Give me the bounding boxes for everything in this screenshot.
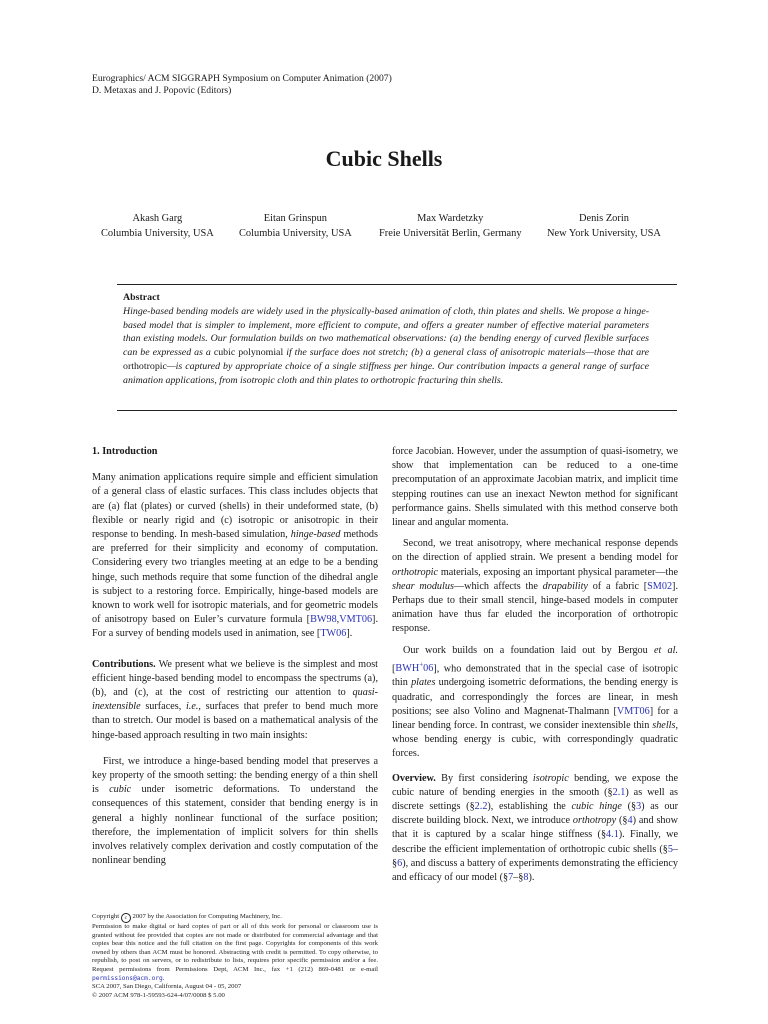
section-link[interactable]: 8 (523, 872, 529, 884)
author-block (239, 211, 352, 241)
citation-link[interactable]: BW98 (310, 614, 337, 626)
author-block (379, 211, 522, 241)
section-link[interactable]: 2.1 (612, 786, 626, 798)
abstract-top-rule (117, 284, 677, 285)
author-affiliation: Columbia University, USA (239, 228, 352, 239)
email-link[interactable]: permissions@acm.org (92, 974, 163, 982)
author-block (101, 211, 214, 241)
author-affiliation: New York University, USA (547, 228, 661, 239)
section-link[interactable]: 4 (627, 815, 633, 827)
abstract (123, 291, 649, 388)
citation-link[interactable]: SM02 (647, 580, 673, 592)
citation-link[interactable]: VMT06 (339, 614, 373, 626)
paragraph: Contributions. We present what we believe is the simplest and most efficient hinge-based bending model to encompass the spectrums (a), (b), and (c), at the cost of restricting our attention to quasi-inextensible surfaces, i.e., surfaces that prefer to bend much more than to stretch. Our model is based on a mathematical analysis of the hinge-based approach resulting in two main insights: (92, 658, 378, 741)
paragraph: First, we introduce a hinge-based bending model that preserves a key property of the smooth setting: the bending energy of a thin shell is cubic under isometric deformations. To understand the consequences of this statement, consider that bending energy is in general a highly nonlinear functional of the surface position; therefore, the implementation of implicit solvers for thin shells involves relatively complex derivation and costly computation of the nonlinear bending (92, 755, 378, 867)
section-link[interactable]: 7 (508, 872, 514, 884)
copyright-notice (92, 913, 378, 1000)
permission-text: Permission to make digital or hard copies of part or all of this work for personal or classroom use is granted without fee provided that copies are not made or distributed for commercial advantage and that copies bear this notice and the full citation on the first page. Copyrights for components of this work owned by others than ACM must be honored. Abstracting with credit is permitted. To copy otherwise, to republish, to post on servers, or to redistribute to lists, requires prior specific permission and/or a fee. Request permissions from Permissions Dept, ACM Inc., fax +1 (212) 869-0481 or e-mail permissions@acm.org. (92, 923, 378, 982)
section-heading: 1. Introduction (92, 446, 158, 457)
paragraph: Second, we treat anisotropy, where mechanical response depends on the direction of applied strain. We present a bending model for orthotropic materials, exposing an important physical parameter—the shear modulus—which affects the drapability of a fabric [SM02]. Perhaps due to their small stencil, hinge-based models in computer animation have thus far eluded the incorporation of orthotropic response. (392, 538, 678, 635)
conference-line: SCA 2007, San Diego, California, August 04 - 05, 2007 (92, 983, 242, 991)
citation-link[interactable]: BWH+06 (395, 660, 434, 675)
isbn-line: © 2007 ACM 978-1-59593-624-4/07/0008 $ 5.00 (92, 991, 225, 999)
author-affiliation: Freie Universität Berlin, Germany (379, 228, 522, 239)
left-column (92, 445, 378, 868)
author-name: Denis Zorin (578, 213, 629, 224)
author-name: Eitan Grinspun (263, 213, 327, 224)
venue-line: Eurographics/ ACM SIGGRAPH Symposium on Computer Animation (2007) (92, 73, 392, 84)
paragraph: force Jacobian. However, under the assumption of quasi-isometry, we show that implementation can be reduced to a one-time precomputation of an approximate Jacobian matrix, and implicit time stepping routines can use an inexact Newton method for significant performance gains. Shells simulated with this method conserve both linear and angular momenta. (392, 446, 678, 529)
right-column (392, 445, 678, 885)
paper-title: Cubic Shells (325, 146, 443, 171)
editors-line: D. Metaxas and J. Popovic (Editors) (92, 85, 232, 96)
abstract-bottom-rule (117, 410, 677, 411)
section-link[interactable]: 4.1 (606, 829, 619, 841)
section-link[interactable]: 5 (667, 843, 673, 855)
section-link[interactable]: 3 (636, 801, 642, 813)
author-name: Akash Garg (132, 213, 183, 224)
citation-link[interactable]: TW06 (320, 628, 347, 640)
section-link[interactable]: 2.2 (474, 801, 488, 813)
paragraph: Overview. By first considering isotropic bending, we expose the cubic nature of bending energies in the smooth (§2.1) as well as discrete settings (§2.2), establishing the cubic hinge (§3) as our discrete building block. Next, we introduce orthotropy (§4) and show that it is captured by a scalar hinge stiffness (§4.1). Finally, we describe the efficient implementation of orthotropic cubic shells (§5–§6), and discuss a battery of experiments demonstrating the efficiency and efficacy of our model (§7–§8). (392, 772, 679, 884)
paragraph: Many animation applications require simple and efficient simulation of a general class of elastic surfaces. This class includes objects that are (a) flat (plates) or curved (shells) in their undeformed state, (b) flexible or nearly rigid and (c) isotropic or anisotropic in their response to bending. In mesh-based simulation, hinge-based methods are preferred for their simplicity and economy of computation. Considering every two triangles meeting at an edge to be a bending hinge, such methods require that some function of the dihedral angle is subject to a restoring force. Empirically, hinge-based models are known to work well for isotropic materials, and for geometric models of anisotropy based on Euler’s curvature formula [BW98,VMT06]. For a survey of bending models used in animation, see [TW06]. (92, 472, 378, 640)
abstract-body: Hinge-based bending models are widely used in the physically-based animation of cloth, thin plates and shells. We propose a hinge-based model that is simpler to implement, more efficient to compute, and offers a greater number of effective material parameters than existing models. Our formulation builds on two mathematical observations: (a) the bending energy of curved flexible surfaces can be expressed as a cubic polynomial if the surface does not stretch; (b) a general class of anisotropic materials—those that are orthotropic—is captured by appropriate choice of a single stiffness per hinge. Our contribution impacts a general range of surface animation applications, from isotropic cloth and thin plates to orthotropic fracturing thin shells. (123, 305, 649, 386)
section-link[interactable]: 6 (397, 857, 403, 869)
author-block (547, 211, 661, 241)
abstract-heading: Abstract (123, 292, 160, 303)
author-name: Max Wardetzky (417, 213, 484, 224)
paragraph: Our work builds on a foundation laid out by Bergou et al. [BWH+06], who demonstrated that in the special case of isotropic thin plates undergoing isometric deformations, the bending energy is quadratic, and correspondingly the forces are linear, in mesh positions; see also Volino and Magnenat-Thalmann [VMT06] for a linear bending force. In contrast, we consider inextensible thin shells, whose bending energy is cubic, with correspondingly quadratic forces. (392, 644, 678, 760)
copyright-icon: c (121, 913, 131, 923)
copyright-line: Copyright c 2007 by the Association for Computing Machinery, Inc. (92, 913, 282, 921)
author-affiliation: Columbia University, USA (101, 228, 214, 239)
citation-link[interactable]: VMT06 (616, 705, 650, 717)
